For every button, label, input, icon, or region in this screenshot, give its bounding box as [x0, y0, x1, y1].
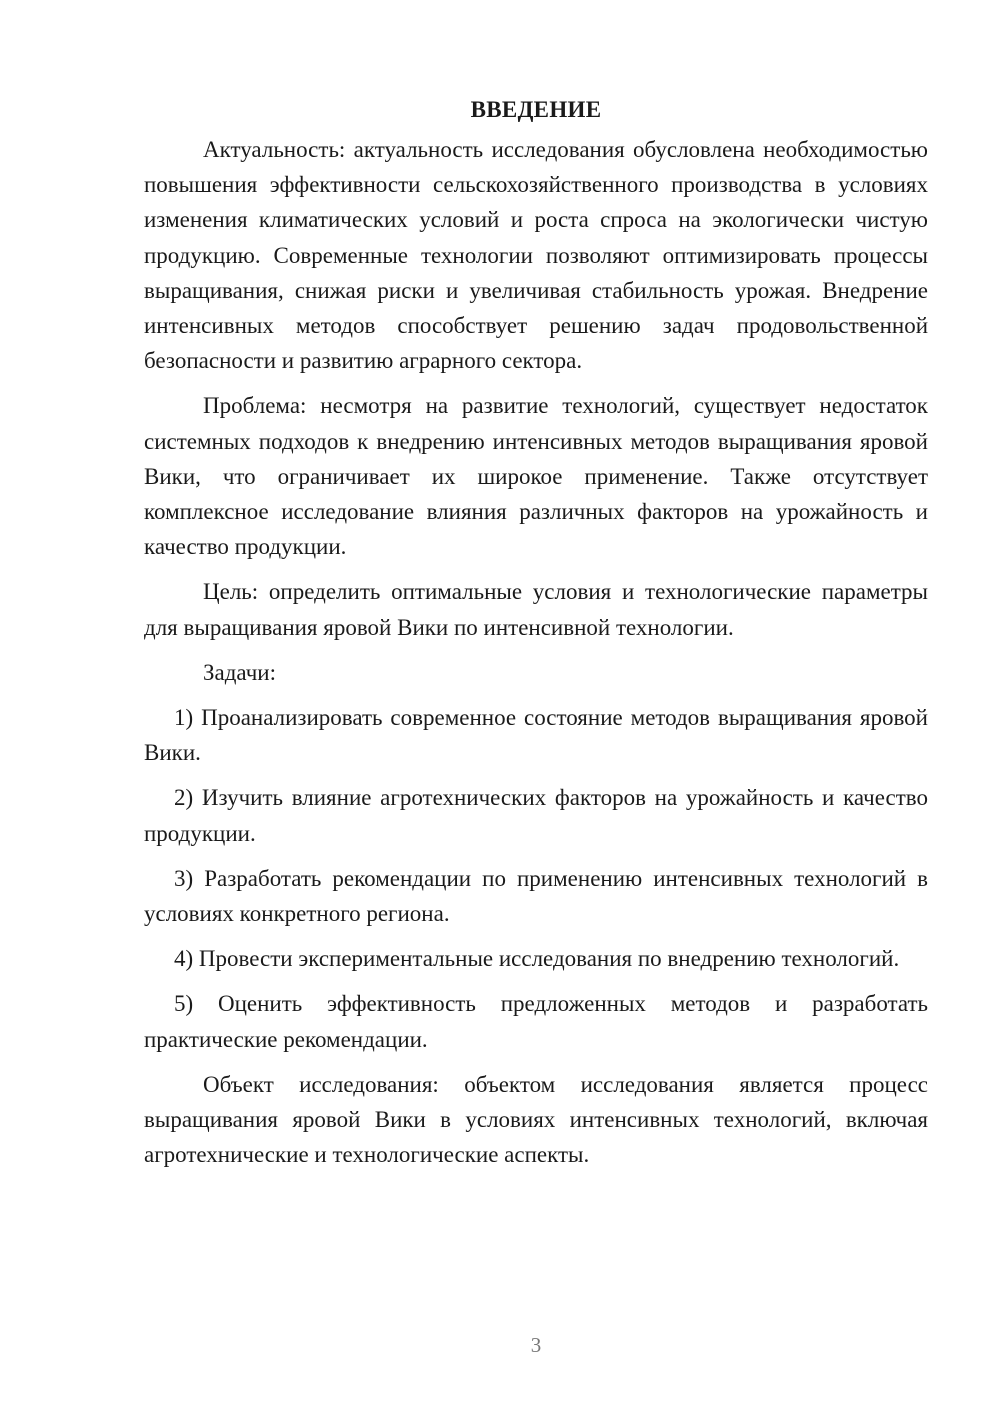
goal-paragraph: Цель: определить оптимальные условия и технологические параметры для выращивания яровой Вики по интенсивной технологии. — [144, 579, 928, 640]
task-item-5: 5) Оценить эффективность предложенных методов и разработать практические рекомендации. — [144, 991, 928, 1052]
task-item-2: 2) Изучить влияние агротехнических факторов на урожайность и качество продукции. — [144, 785, 928, 846]
task-item-4: 4) Провести экспериментальные исследования по внедрению технологий. — [174, 946, 900, 972]
problem-paragraph: Проблема: несмотря на развитие технологий, существует недостаток системных подходов к внедрению интенсивных методов выращивания яровой Вики, что ограничивает их широкое применение. Также отсутствует комплексное исследование влияния различных факторов на урожайность и качество продукции. — [144, 393, 928, 560]
section-title: ВВЕДЕНИЕ — [470, 97, 602, 122]
relevance-paragraph: Актуальность: актуальность исследования обусловлена необходимостью повышения эффективности сельскохозяйственного производства в условиях изменения климатических условий и роста спроса на экологически чистую продукцию. Современные технологии позволяют оптимизировать процессы выращивания, снижая риски и увеличивая стабильность урожая. Внедрение интенсивных методов способствует решению задач продовольственной безопасности и развитию аграрного сектора. — [144, 137, 928, 374]
tasks-heading: Задачи: — [203, 659, 276, 685]
object-paragraph: Объект исследования: объектом исследования является процесс выращивания яровой Вики в условиях интенсивных технологий, включая агротехнические и технологические аспекты. — [144, 1071, 928, 1168]
task-item-3: 3) Разработать рекомендации по применению интенсивных технологий в условиях конкретного региона. — [144, 865, 928, 927]
page-number: 3 — [530, 1333, 542, 1357]
document-page — [144, 92, 928, 1182]
task-item-1: 1) Проанализировать современное состояние методов выращивания яровой Вики. — [144, 705, 928, 766]
